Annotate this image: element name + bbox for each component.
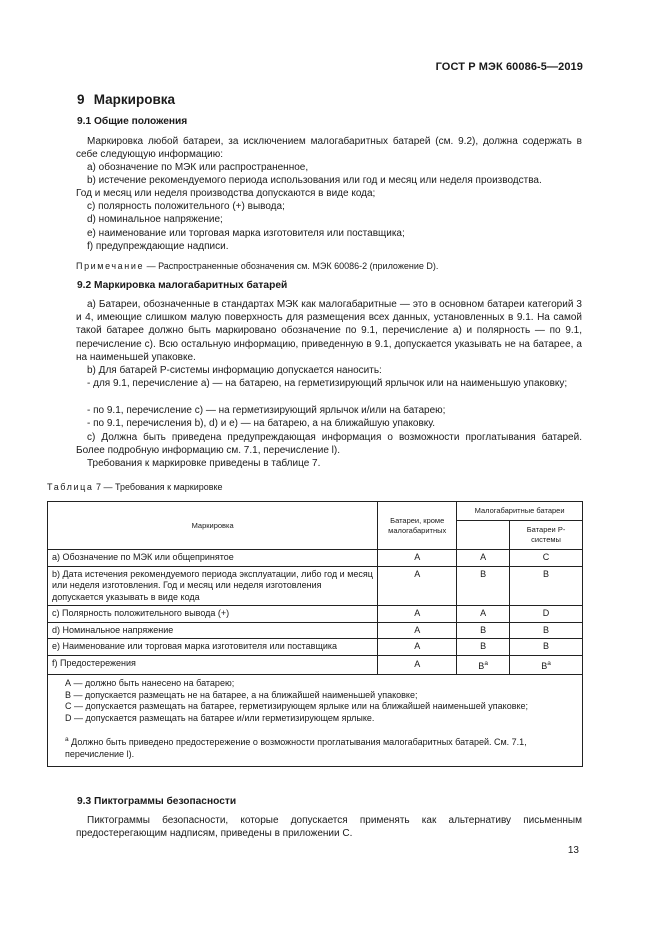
row-label: f) Предостережения <box>48 655 378 675</box>
cell-p-system: B <box>510 639 583 656</box>
s92-requirements: Требования к маркировке приведены в таблице 7. <box>87 458 321 469</box>
cell-regular: A <box>378 639 457 656</box>
table-caption-text: 7 — Требования к маркировке <box>93 482 223 492</box>
s91-item-f: f) предупреждающие надписи. <box>87 241 229 252</box>
cell-small: B <box>457 622 510 639</box>
cell-regular: A <box>378 566 457 606</box>
cell-small: A <box>457 550 510 567</box>
s92-para-b3: - по 9.1, перечисления b), d) и e) — на батарею, а на ближайшую упаковку. <box>87 418 436 429</box>
footnote-mark: a <box>65 736 69 743</box>
cell-p-system: B <box>510 622 583 639</box>
header-small-blank <box>457 521 510 550</box>
cell-value: B <box>541 660 548 671</box>
s93-text: Пиктограммы безопасности, которые допускается применять как альтернативу письменным предостерегающим надписям, приведены в приложении С. <box>76 815 582 840</box>
s92-para-a: а) Батареи, обозначенные в стандартах МЭК как малогабаритные — это в основном батареи категорий 3 и 4, имеющие слишком малую поверхность для размещения всех данных, установленных в 9.1. На самой такой батарее должно быть маркировано обозначение по 9.1, перечисление а) и полярность — по 9.1, перечисление с). Всю остальную информацию, приведенную в 9.1, допускается указывать не на батарее, а на наименьшей упаковке. <box>76 299 582 363</box>
table-row <box>48 622 583 639</box>
s91-item-d: d) номинальное напряжение; <box>87 214 223 225</box>
header-small-batteries: Малогабаритные батареи <box>457 502 583 521</box>
table-row <box>48 550 583 567</box>
table-row <box>48 606 583 623</box>
section-number: 9 <box>77 92 85 107</box>
marking-requirements-table <box>47 501 583 767</box>
s91-item-e: e) наименование или торговая марка изготовителя или поставщика; <box>87 228 405 239</box>
row-label: d) Номинальное напряжение <box>48 622 378 639</box>
cell-p-system <box>510 655 583 675</box>
table-row <box>48 566 583 606</box>
s91-item-c: с) полярность положительного (+) вывода; <box>87 201 285 212</box>
row-label: b) Дата истечения рекомендуемого периода эксплуатации, либо год и месяц или неделя изготовления. Год и месяц или неделя изготовления допускается указывать в виде кода <box>48 566 378 606</box>
subsection-9-3-heading: 9.3 Пиктограммы безопасности <box>77 796 237 807</box>
section-title: Маркировка <box>93 92 176 107</box>
s91-item-b: b) истечение рекомендуемого периода использования или год и месяц или неделя производства. <box>87 175 542 186</box>
cell-regular: A <box>378 622 457 639</box>
cell-regular: A <box>378 655 457 675</box>
table-caption <box>47 482 223 492</box>
row-label: с) Полярность положительного вывода (+) <box>48 606 378 623</box>
s91-intro: Маркировка любой батареи, за исключением малогабаритных батарей (см. 9.2), должна содержать в себе следующую информацию: <box>76 136 582 161</box>
row-label: а) Обозначение по МЭК или общепринятое <box>48 550 378 567</box>
footnote-text: Должно быть приведено предостережение о возможности проглатывания малогабаритных батарей. См. 7.1, перечисление l). <box>65 737 527 759</box>
s92-para-b1: - для 9.1, перечисление а) — на батарею, на герметизирующий ярлычок или на наименьшую упаковку; <box>87 378 568 389</box>
row-label: e) Наименование или торговая марка изготовителя или поставщика <box>48 639 378 656</box>
s91-note <box>76 261 438 271</box>
header-regular-batteries: Батареи, кроме малогабаритных <box>378 502 457 550</box>
subsection-9-2-heading: 9.2 Маркировка малогабаритных батарей <box>77 280 288 291</box>
cell-regular: A <box>378 550 457 567</box>
s91-item-a: а) обозначение по МЭК или распространенное, <box>87 162 309 173</box>
legend-c: С — допускается размещать на батарее, герметизирующем ярлыке или на ближайшей наименьшей упаковке; <box>65 701 529 711</box>
header-p-system: Батареи Р-системы <box>510 521 583 550</box>
cell-small: A <box>457 606 510 623</box>
cell-p-system: C <box>510 550 583 567</box>
s92-para-c: с) Должна быть приведена предупреждающая информация о возможности проглатывания батарей. Более подробную информацию см. 7.1, перечисление l). <box>76 432 582 457</box>
page-number: 13 <box>567 845 579 856</box>
s92-para-b2: - по 9.1, перечисление с) — на герметизирующий ярлычок и/или на батарею; <box>87 405 446 416</box>
cell-value: B <box>478 660 485 671</box>
legend-d: D — допускается размещать на батарее и/или герметизирующем ярлыке. <box>65 712 375 723</box>
cell-small: B <box>457 639 510 656</box>
table-row <box>48 639 583 656</box>
legend-a: А — должно быть нанесено на батарею; <box>65 678 235 688</box>
subsection-9-1-heading: 9.1 Общие положения <box>77 116 188 127</box>
cell-p-system: D <box>510 606 583 623</box>
s91-item-b-cont: Год и месяц или неделя производства допускаются в виде кода; <box>76 188 376 199</box>
footnote-ref: a <box>547 659 551 667</box>
cell-regular: A <box>378 606 457 623</box>
section-heading <box>77 92 175 107</box>
table-footnote <box>53 734 577 760</box>
table-footer <box>48 675 583 767</box>
legend-b: В — допускается размещать не на батарее, а на ближайшей наименьшей упаковке; <box>65 689 418 700</box>
s92-para-b: b) Для батарей Р-системы информацию допускается наносить: <box>87 365 382 376</box>
note-text: — Распространенные обозначения см. МЭК 60086-2 (приложение D). <box>144 261 439 271</box>
header-marking: Маркировка <box>48 502 378 550</box>
note-label: Примечание <box>76 261 145 271</box>
standard-header: ГОСТ Р МЭК 60086-5—2019 <box>435 61 583 73</box>
cell-small <box>457 655 510 675</box>
cell-small: B <box>457 566 510 606</box>
footnote-ref: a <box>484 659 488 667</box>
cell-p-system: B <box>510 566 583 606</box>
table-caption-label: Таблица <box>47 482 94 492</box>
table-row <box>48 655 583 675</box>
